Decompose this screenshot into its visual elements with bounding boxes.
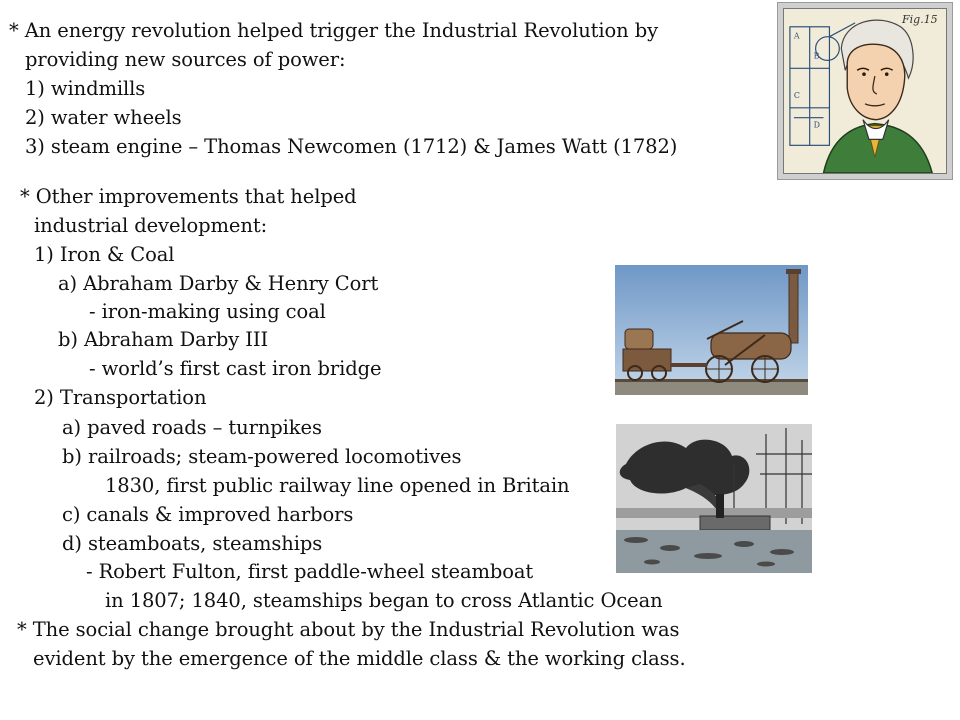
text-line-18: d) steamboats, steamships	[62, 532, 323, 555]
text-line-4: 2) water wheels	[25, 106, 182, 129]
text-line-11: b) Abraham Darby III	[58, 328, 269, 351]
portrait-frame	[777, 2, 953, 180]
text-line-22: evident by the emergence of the middle class & the working class.	[33, 647, 686, 670]
svg-text:B: B	[813, 51, 820, 61]
text-line-3: 1) windmills	[25, 77, 146, 100]
text-line-12: - world’s first cast iron bridge	[89, 357, 382, 380]
text-line-13: 2) Transportation	[34, 386, 207, 409]
text-line-14: a) paved roads – turnpikes	[62, 416, 322, 439]
text-line-20: in 1807; 1840, steamships began to cross Atlantic Ocean	[105, 589, 663, 612]
text-line-2: providing new sources of power:	[25, 48, 346, 71]
harbor-drawing	[616, 424, 812, 573]
text-line-17: c) canals & improved harbors	[62, 503, 354, 526]
portrait-caption: Fig.15	[902, 13, 938, 26]
text-line-21: * The social change brought about by the Industrial Revolution was	[17, 618, 680, 641]
steam-locomotive-icon	[615, 265, 808, 395]
text-line-1: * An energy revolution helped trigger the Industrial Revolution by	[9, 19, 659, 42]
text-line-16: 1830, first public railway line opened in Britain	[105, 474, 570, 497]
text-line-9: a) Abraham Darby & Henry Cort	[58, 272, 379, 295]
text-line-6: * Other improvements that helped	[20, 185, 357, 208]
james-watt-portrait-icon	[783, 8, 947, 174]
svg-text:C: C	[793, 90, 800, 100]
text-line-10: - iron-making using coal	[89, 300, 326, 323]
locomotive-drawing	[615, 265, 808, 395]
steamship-harbor-icon	[616, 424, 812, 573]
text-line-5: 3) steam engine – Thomas Newcomen (1712) & James Watt (1782)	[25, 135, 678, 158]
text-line-15: b) railroads; steam-powered locomotives	[62, 445, 462, 468]
svg-text:A: A	[793, 31, 800, 41]
text-line-8: 1) Iron & Coal	[34, 243, 175, 266]
text-line-7: industrial development:	[34, 214, 268, 237]
text-line-19: - Robert Fulton, first paddle-wheel steamboat	[86, 560, 534, 583]
portrait-drawing	[784, 9, 946, 173]
svg-text:D: D	[813, 120, 820, 130]
